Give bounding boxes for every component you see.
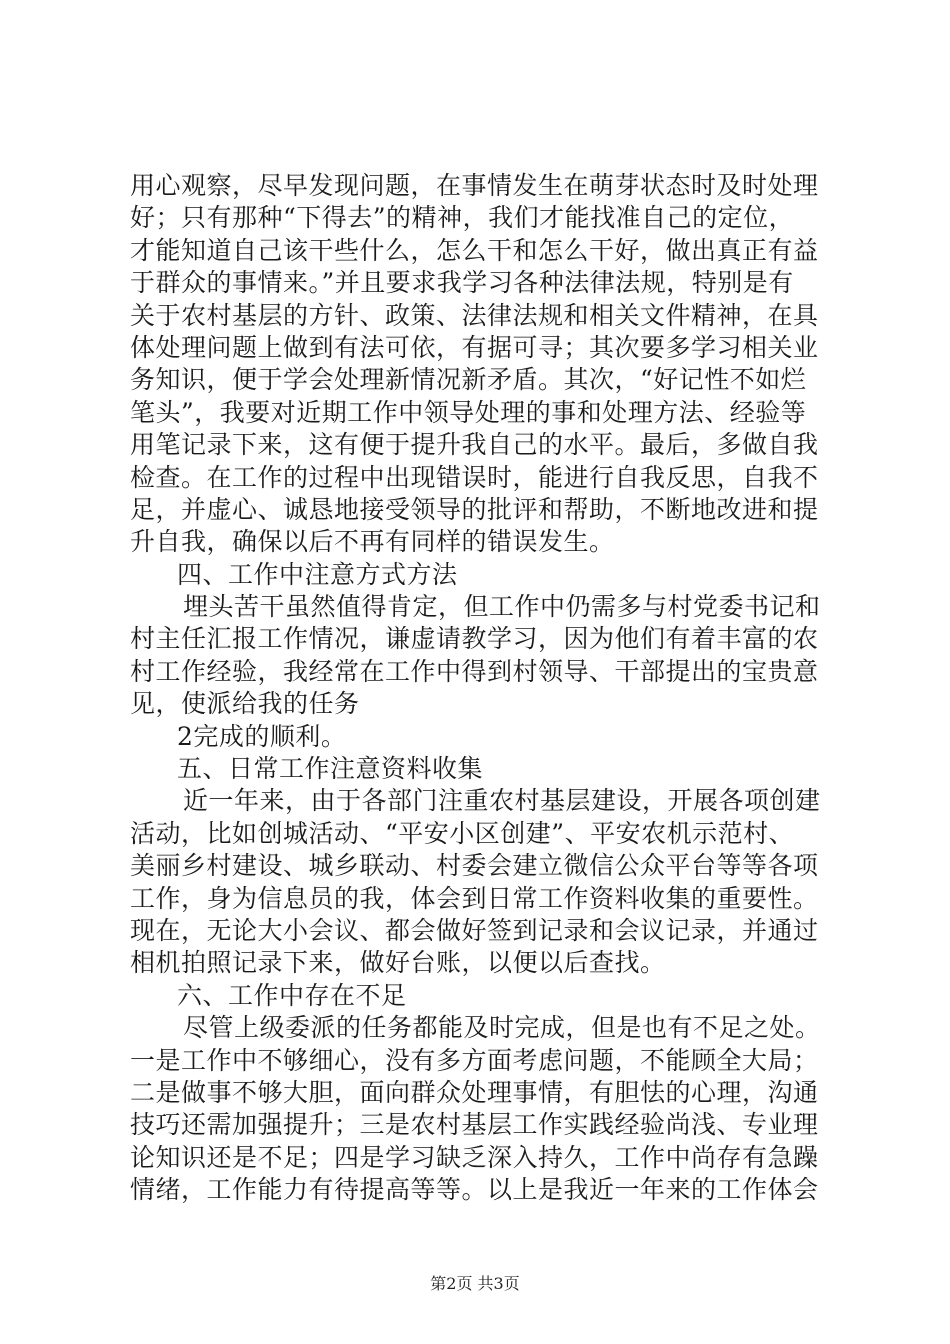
text-line: 体处理问题上做到有法可依，有据可寻；其次要多学习相关业	[130, 332, 819, 362]
section-heading: 四、工作中注意方式方法	[177, 559, 458, 589]
text-line: 村工作经验，我经常在工作中得到村领导、干部提出的宝贵意	[130, 656, 819, 686]
text-line: 务知识，便于学会处理新情况新矛盾。其次，“好记性不如烂	[130, 365, 807, 395]
text-line: 于群众的事情来。”并且要求我学习各种法律法规，特别是有	[130, 268, 794, 298]
text-line: 见，使派给我的任务	[130, 689, 360, 719]
body-text	[130, 170, 830, 1207]
text-line: 相机拍照记录下来，做好台账，以便以后查找。	[130, 948, 666, 978]
text-line: 用笔记录下来，这有便于提升我自己的水平。最后，多做自我	[130, 430, 819, 460]
text-line: 升自我，确保以后不再有同样的错误发生。	[130, 527, 615, 557]
text-line: 活动，比如创城活动、“平安小区创建”、平安农机示范村、	[130, 818, 795, 848]
text-line: 足，并虚心、诚恳地接受领导的批评和帮助，不断地改进和提	[130, 494, 819, 524]
text-line: 村主任汇报工作情况，谦虚请教学习，因为他们有着丰富的农	[130, 624, 819, 654]
text-line: 好；只有那种“下得去”的精神，我们才能找准自己的定位，	[130, 203, 795, 233]
text-line: 检查。在工作的过程中出现错误时，能进行自我反思，自我不	[130, 462, 819, 492]
paragraph-first-line: 尽管上级委派的任务都能及时完成，但是也有不足之处。	[183, 1013, 821, 1043]
text-line: 关于农村基层的方针、政策、法律法规和相关文件精神，在具	[130, 300, 819, 330]
text-line: 技巧还需加强提升；三是农村基层工作实践经验尚浅、专业理	[130, 1110, 819, 1140]
text-line: 才能知道自己该干些什么，怎么干和怎么干好，做出真正有益	[130, 235, 819, 265]
paragraph-first-line: 近一年来，由于各部门注重农村基层建设，开展各项创建	[183, 786, 821, 816]
text-line: 情绪，工作能力有待提高等等。以上是我近一年来的工作体会	[130, 1175, 819, 1205]
text-line: 用心观察，尽早发现问题，在事情发生在萌芽状态时及时处理	[130, 171, 819, 200]
text-line: 工作，身为信息员的我，体会到日常工作资料收集的重要性。	[130, 883, 819, 913]
text-line: 论知识还是不足；四是学习缺乏深入持久，工作中尚存有急躁	[130, 1142, 819, 1172]
page-number-footer: 第2页 共3页	[430, 1274, 520, 1293]
paragraph-first-line: 埋头苦干虽然值得肯定，但工作中仍需多与村党委书记和	[183, 592, 821, 622]
text-line: 一是工作中不够细心，没有多方面考虑问题，不能顾全大局；	[130, 1045, 819, 1075]
text-line: 笔头”，我要对近期工作中领导处理的事和处理方法、经验等	[130, 397, 807, 427]
text-line: 二是做事不够大胆，面向群众处理事情，有胆怯的心理，沟通	[130, 1077, 819, 1107]
text-line: 现在，无论大小会议、都会做好签到记录和会议记录，并通过	[130, 915, 819, 945]
section-heading: 五、日常工作注意资料收集	[177, 754, 484, 784]
text-line: 2完成的顺利。	[177, 721, 347, 751]
text-line: 美丽乡村建设、城乡联动、村委会建立微信公众平台等等各项	[130, 851, 819, 881]
section-heading: 六、工作中存在不足	[177, 980, 407, 1010]
